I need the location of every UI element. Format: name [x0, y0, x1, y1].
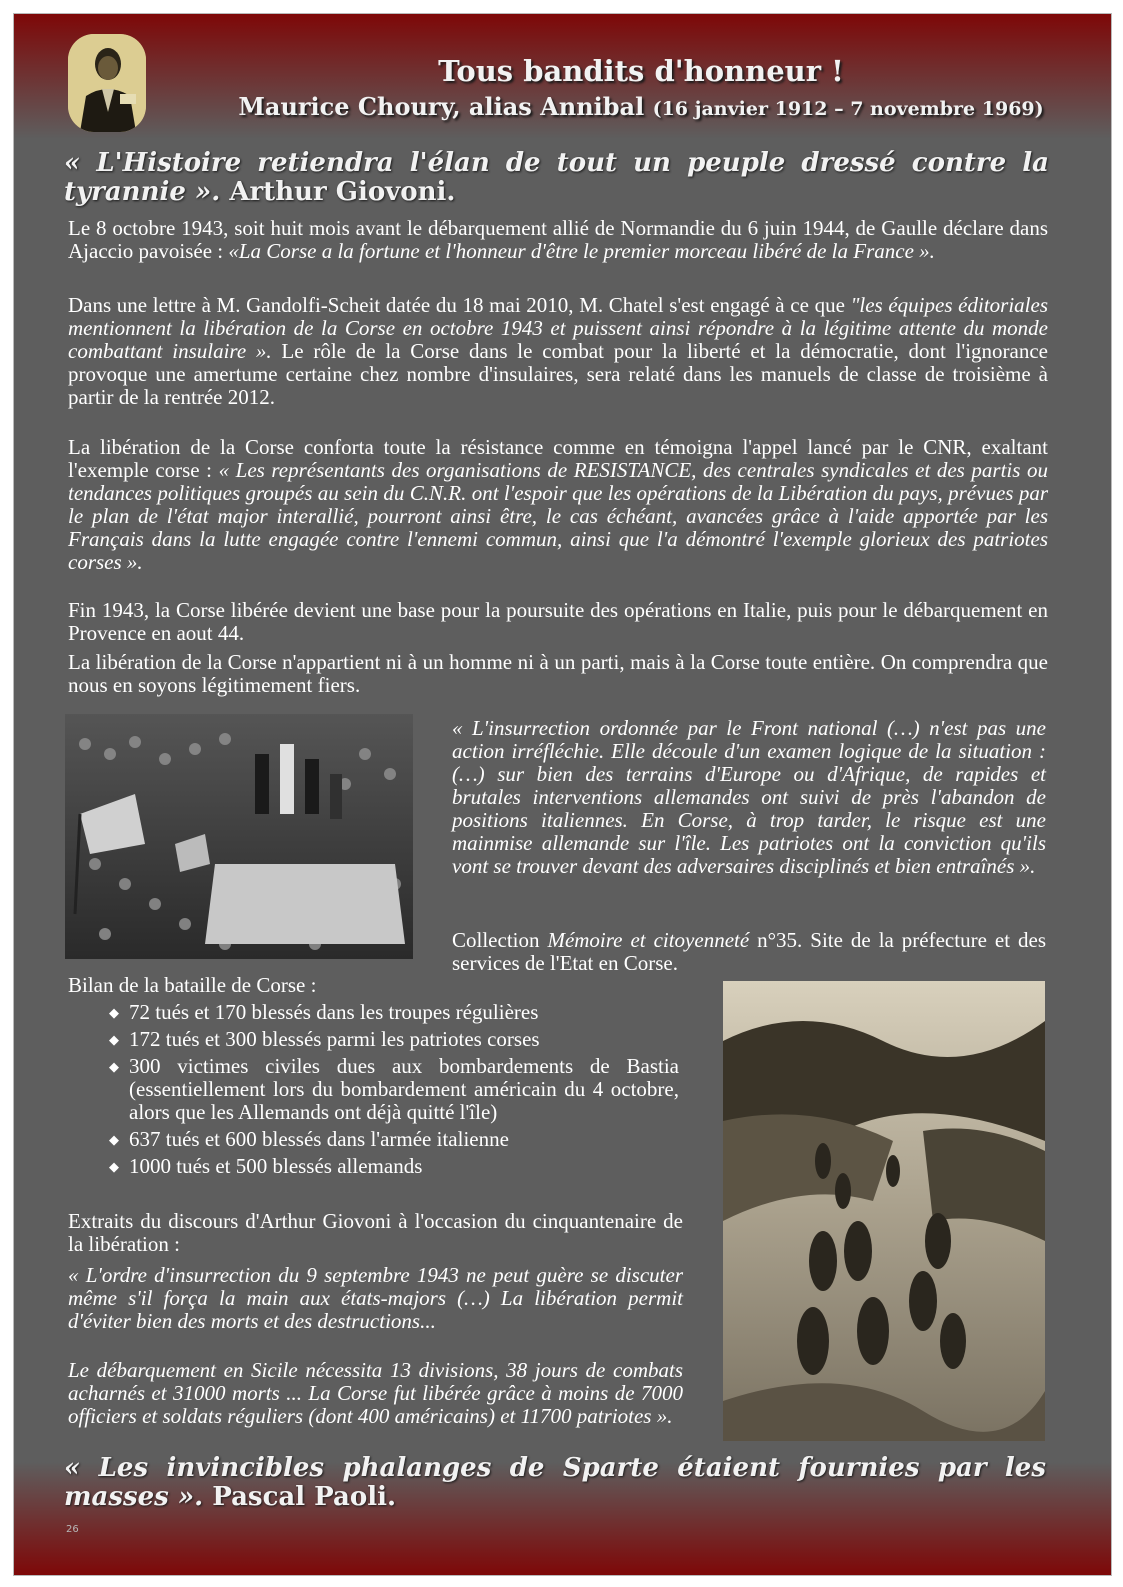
bilan-item-text: 300 victimes civiles dues aux bombardements de Bastia (essentiellement lors du bombardement américain du 4 octobre, alors que les Allemands ont déjà quitté l'île): [129, 1054, 679, 1124]
p3-text: La libération de la Corse conforta toute la résistance comme en témoigna l'appel lancé par le CNR, exaltant l'exemple corse :: [68, 435, 1048, 482]
p2-text-a: Dans une lettre à M. Gandolfi-Scheit datée du 18 mai 2010, M. Chatel s'est engagé à ce que: [68, 293, 851, 317]
side-quote: « L'insurrection ordonnée par le Front national (…) n'est pas une action irréfléchie. Elle découle d'un examen logique de la situation : (…) sur bien des terrains d'Europe ou d'Afrique, de rapides et brutales interventions allemandes ont suivi de près l'abandon de positions italiennes. En Corse, à trop tarder, le risque est une mainmise allemande sur l'île. Les patriotes ont la conviction qu'ils vont se trouver devant des adversaires disciplinés et bien entraînés ».: [452, 716, 1046, 878]
p1-text: Le 8 octobre 1943, soit huit mois avant le débarquement allié de Normandie du 6 juin 1944, de Gaulle déclare dans Ajaccio pavoisée :: [68, 216, 1048, 263]
bilan-item: [109, 1001, 679, 1024]
bilan-list: [109, 1001, 679, 1182]
paragraph-3: [68, 436, 1048, 574]
source-title: Mémoire et citoyenneté: [547, 928, 750, 952]
soldiers-illustration: [723, 981, 1045, 1441]
p3-quote: « Les représentants des organisations de RESISTANCE, des centrales syndicales et des partis ou tendances politiques groupés au sein du C.N.R. ont l'espoir que les opérations de la Libération du pays, prévues par le plan de l'état major interallié, pourront ainsi être, le cas échéant, avancées grâce à l'aide apportée par les Français dans la lutte engagée contre l'ennemi commun, ainsi que l'a démontré l'exemple glorieux des patriotes corses ».: [68, 458, 1048, 574]
extraits-heading: Extraits du discours d'Arthur Giovoni à l'occasion du cinquantenaire de la libération :: [68, 1209, 683, 1256]
opening-quote: [64, 149, 1049, 207]
closing-quote-text: « Les invincibles phalanges de Sparte étaient fournies par les masses ».: [64, 1453, 1046, 1512]
diamond-bullet-icon: ◆: [109, 1005, 119, 1020]
closing-quote: [64, 1454, 1046, 1512]
side-quote-source: [452, 929, 1046, 975]
source-prefix: Collection: [452, 928, 548, 952]
diamond-bullet-icon: ◆: [109, 1159, 119, 1174]
opening-quote-text: « L'Histoire retiendra l'élan de tout un peuple dressé contre la tyrannie ».: [64, 148, 1049, 207]
p2-text-c: Le rôle de la Corse dans le combat pour la liberté et la démocratie, dont l'ignorance provoque une amertume certaine chez nombre d'insulaires, sera relaté dans les manuels de classe de troisième à partir de la rentrée 2012.: [68, 339, 1048, 409]
diamond-bullet-icon: ◆: [109, 1059, 119, 1074]
page-number: 26: [66, 1524, 79, 1535]
opening-quote-author: Arthur Giovoni.: [229, 177, 456, 207]
crowd-photo: [65, 714, 413, 959]
subtitle-dates: (16 janvier 1912 – 7 novembre 1969): [652, 98, 1044, 120]
extraits-quote-1: « L'ordre d'insurrection du 9 septembre 1943 ne peut guère se discuter même s'il força la main aux états-majors (…) La libération permit d'éviter bien des morts et des destructions...: [68, 1263, 683, 1333]
bilan-item: [109, 1055, 679, 1124]
paragraph-1: [68, 217, 1048, 263]
closing-quote-author: Pascal Paoli.: [212, 1482, 397, 1512]
page-sheet: [13, 13, 1112, 1576]
paragraph-5: La libération de la Corse n'appartient ni à un homme ni à un parti, mais à la Corse toute entière. On comprendra que nous en soyons légitimement fiers.: [68, 650, 1048, 697]
portrait-photo: [68, 34, 146, 132]
diamond-bullet-icon: ◆: [109, 1132, 119, 1147]
diamond-bullet-icon: ◆: [109, 1032, 119, 1047]
paragraph-4: Fin 1943, la Corse libérée devient une base pour la poursuite des opérations en Italie, puis pour le débarquement en Provence en aout 44.: [68, 598, 1048, 645]
bilan-item: [109, 1128, 679, 1151]
p1-quote: «La Corse a la fortune et l'honneur d'être le premier morceau libéré de la France ».: [228, 239, 935, 263]
page-title: Tous bandits d'honneur !: [438, 54, 844, 88]
subtitle-name: Maurice Choury, alias Annibal: [238, 92, 645, 121]
p2-quote: "les équipes éditoriales mentionnent la libération de la Corse en octobre 1943 et puissent ainsi répondre à la légitime attente du monde combattant insulaire ».: [68, 293, 1048, 363]
bilan-item-text: 637 tués et 600 blessés dans l'armée italienne: [129, 1127, 509, 1151]
extraits-quote-2: Le débarquement en Sicile nécessita 13 divisions, 38 jours de combats acharnés et 31000 morts ... La Corse fut libérée grâce à moins de 7000 officiers et soldats réguliers (dont 400 américains) et 11700 patriotes ».: [68, 1358, 683, 1428]
page-subtitle: [184, 92, 1098, 121]
bilan-item: [109, 1155, 679, 1178]
bilan-item-text: 1000 tués et 500 blessés allemands: [129, 1154, 423, 1178]
bilan-heading: Bilan de la bataille de Corse :: [68, 973, 317, 997]
bilan-item: [109, 1028, 679, 1051]
bilan-item-text: 72 tués et 170 blessés dans les troupes régulières: [129, 1000, 539, 1024]
source-rest: n°35. Site de la préfecture et des services de l'Etat en Corse.: [452, 928, 1046, 975]
bilan-item-text: 172 tués et 300 blessés parmi les patriotes corses: [129, 1027, 540, 1051]
paragraph-2: [68, 294, 1048, 409]
